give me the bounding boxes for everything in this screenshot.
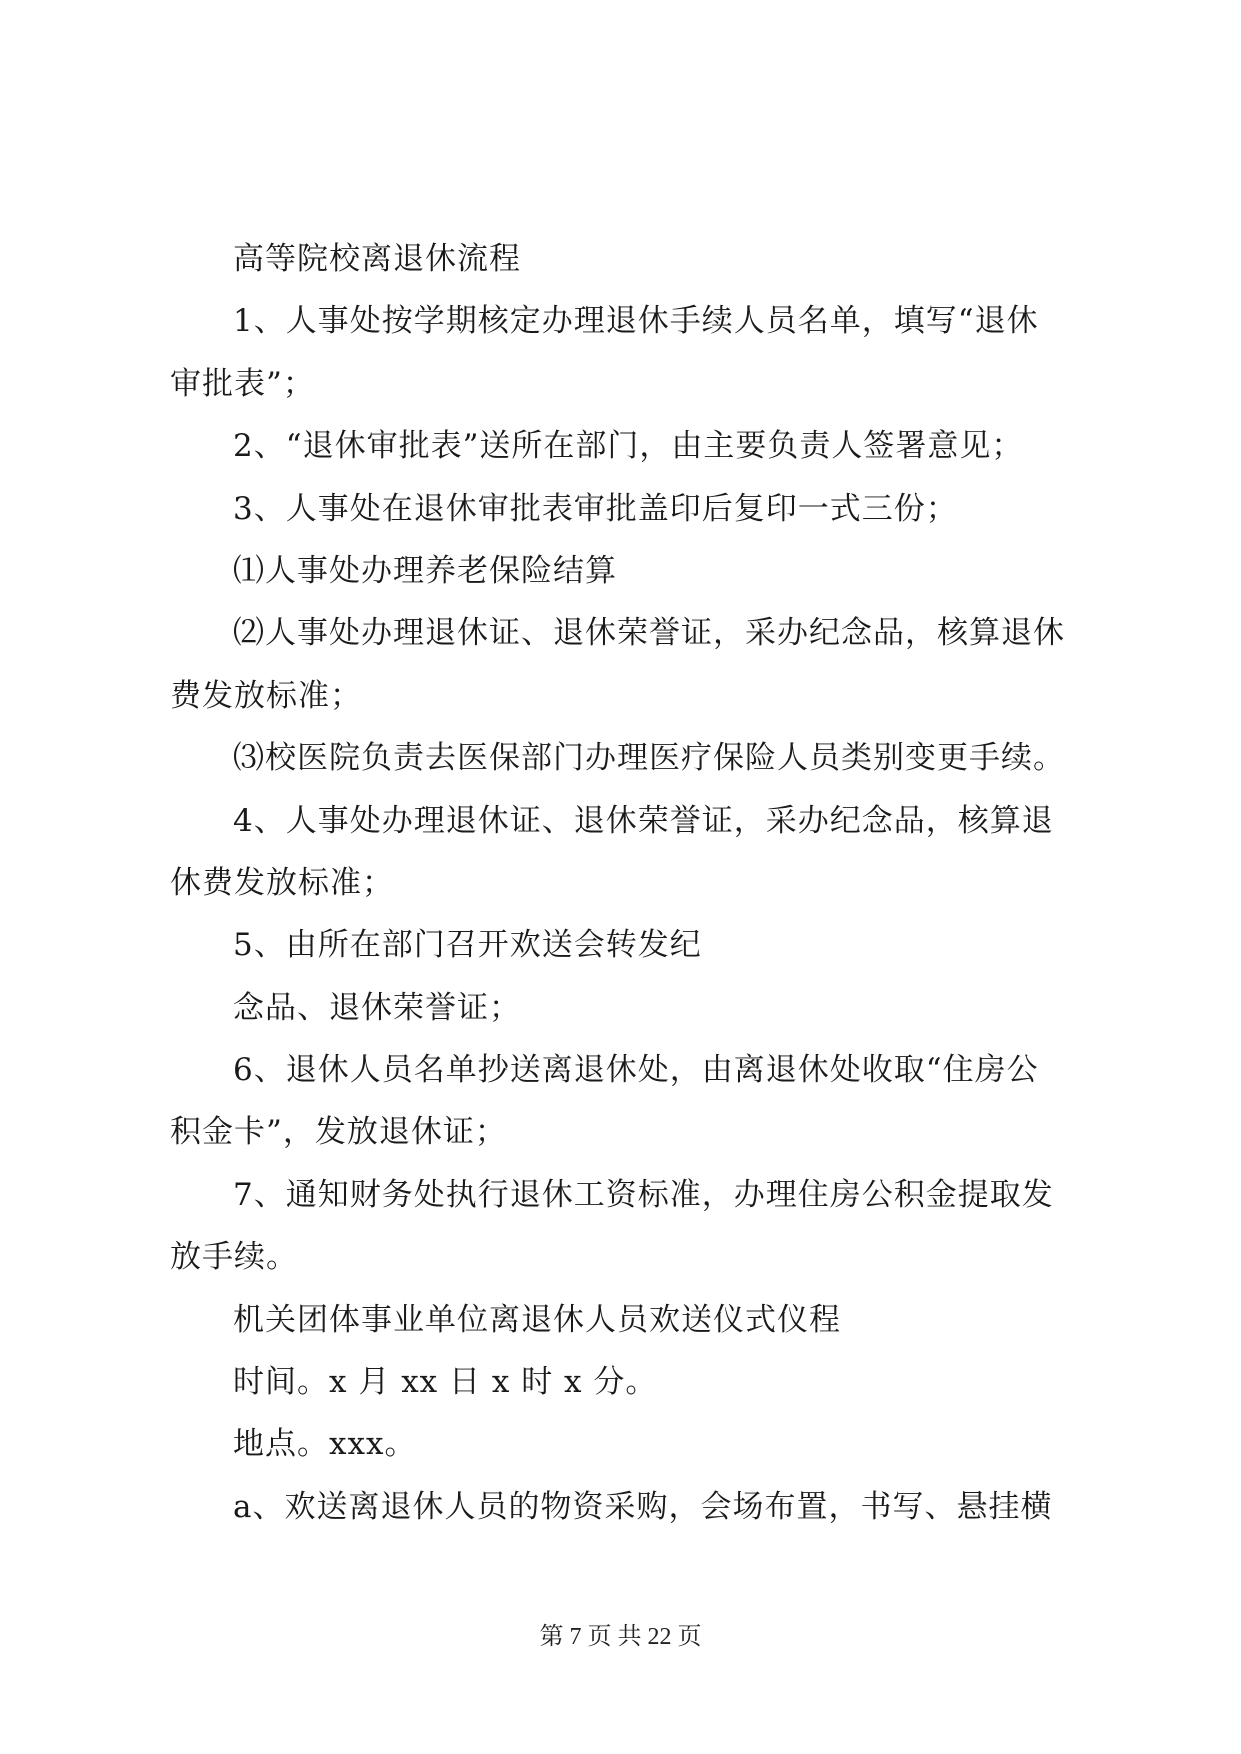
section-heading: 机关团体事业单位离退休人员欢送仪式仪程 xyxy=(233,1301,841,1338)
paragraph-line: 放手续。 xyxy=(170,1239,298,1276)
paragraph-line: 审批表”； xyxy=(170,365,315,402)
paragraph-line: 4、人事处办理退休证、退休荣誉证，采办纪念品，核算退 xyxy=(233,802,1054,839)
paragraph-line: a、欢送离退休人员的物资采购，会场布置，书写、悬挂横 xyxy=(233,1488,1053,1525)
paragraph-line: 费发放标准； xyxy=(170,677,362,714)
paragraph-line: 休费发放标准； xyxy=(170,864,394,901)
paragraph-line: 3、人事处在退休审批表审批盖印后复印一式三份； xyxy=(233,490,958,527)
paragraph-line: 地点。xxx。 xyxy=(233,1426,417,1463)
paragraph-line: 1、人事处按学期核定办理退休手续人员名单，填写“退休 xyxy=(233,303,1039,340)
document-body xyxy=(170,228,1095,1538)
paragraph-line: 积金卡”，发放退休证； xyxy=(170,1114,507,1151)
paragraph-line: 6、退休人员名单抄送离退休处，由离退休处收取“住房公 xyxy=(233,1052,1039,1089)
paragraph-line: 7、通知财务处执行退休工资标准，办理住房公积金提取发 xyxy=(233,1176,1054,1213)
paragraph-line: ⑴人事处办理养老保险结算 xyxy=(233,552,617,589)
paragraph-line: 念品、退休荣誉证； xyxy=(233,989,521,1026)
paragraph-line: 5、由所在部门召开欢送会转发纪 xyxy=(233,927,702,964)
page-number-footer: 第 7 页 共 22 页 xyxy=(539,1624,702,1650)
paragraph-line: 2、“退休审批表”送所在部门，由主要负责人签署意见； xyxy=(233,428,1024,465)
paragraph-line: 时间。x 月 xx 日 x 时 x 分。 xyxy=(233,1364,658,1401)
doc-title: 高等院校离退休流程 xyxy=(233,241,521,277)
paragraph-line: ⑵人事处办理退休证、退休荣誉证，采办纪念品，核算退休 xyxy=(233,615,1065,652)
paragraph-line: ⑶校医院负责去医保部门办理医疗保险人员类别变更手续。 xyxy=(233,740,1065,777)
